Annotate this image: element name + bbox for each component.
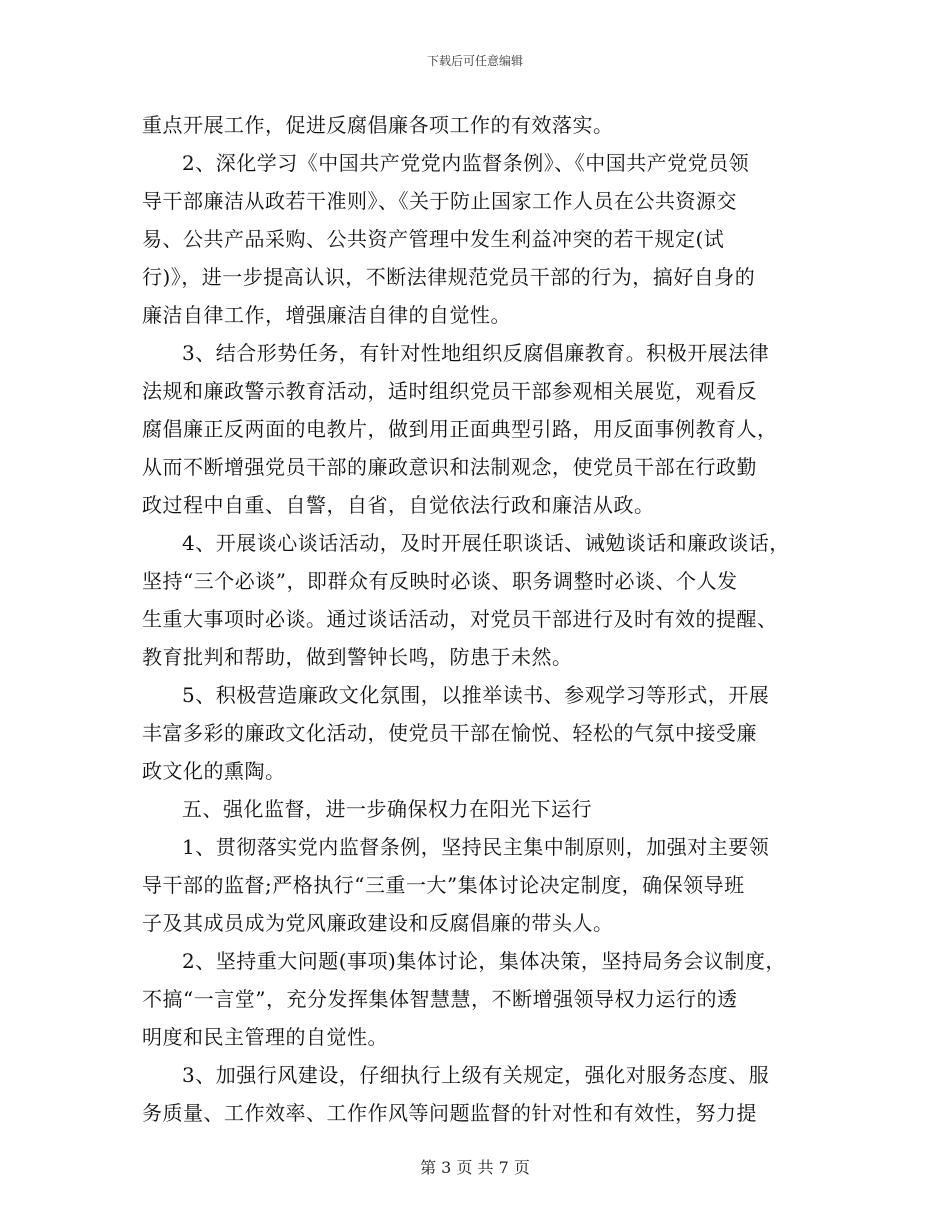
text-line: 行)》，进一步提高认识，不断法律规范党员干部的行为，搞好自身的 bbox=[142, 265, 756, 289]
text-line: 教育批判和帮助，做到警钟长鸣，防患于未然。 bbox=[142, 645, 573, 669]
text-line: 坚持“三个必谈”，即群众有反映时必谈、职务调整时必谈、个人发 bbox=[142, 569, 738, 593]
text-line: 2、深化学习《中国共产党党内监督条例》、《中国共产党党员领 bbox=[182, 151, 750, 175]
text-line: 子及其成员成为党风廉政建设和反腐倡廉的带头人。 bbox=[142, 911, 614, 935]
document-body bbox=[142, 106, 822, 1132]
text-line: 4、开展谈心谈话活动，及时开展任职谈话、诫勉谈话和廉政谈话， bbox=[182, 531, 790, 555]
text-line: 3、结合形势任务，有针对性地组织反腐倡廉教育。积极开展法律 bbox=[182, 341, 770, 365]
text-line: 政文化的熏陶。 bbox=[142, 759, 286, 783]
text-line: 务质量、工作效率、工作作风等问题监督的针对性和有效性，努力提 bbox=[142, 1101, 757, 1125]
page-footer: 第 3 页 共 7 页 bbox=[420, 1158, 530, 1177]
text-line: 政过程中自重、自警，自省，自觉依法行政和廉洁从政。 bbox=[142, 493, 655, 517]
text-line: 明度和民主管理的自觉性。 bbox=[142, 1025, 388, 1049]
text-line: 重点开展工作，促进反腐倡廉各项工作的有效落实。 bbox=[142, 113, 614, 137]
text-line: 导干部廉洁从政若干准则》、《关于防止国家工作人员在公共资源交 bbox=[142, 189, 737, 213]
text-line: 导干部的监督;严格执行“三重一大”集体讨论决定制度，确保领导班 bbox=[142, 873, 745, 897]
text-line: 腐倡廉正反两面的电教片，做到用正面典型引路，用反面事例教育人， bbox=[142, 417, 778, 441]
page-header: 下载后可任意编辑 bbox=[426, 54, 523, 68]
text-line: 不搞“一言堂”，充分发挥集体智慧慧，不断增强领导权力运行的透 bbox=[142, 987, 738, 1011]
text-line: 法规和廉政警示教育活动，适时组织党员干部参观相关展览，观看反 bbox=[142, 379, 757, 403]
text-line: 2、坚持重大问题(事项)集体讨论，集体决策，坚持局务会议制度， bbox=[182, 949, 786, 973]
text-line: 3、加强行风建设，仔细执行上级有关规定，强化对服务态度、服 bbox=[182, 1063, 770, 1087]
text-line: 易、公共产品采购、公共资产管理中发生利益冲突的若干规定(试 bbox=[142, 227, 725, 251]
text-line: 从而不断增强党员干部的廉政意识和法制观念，使党员干部在行政勤 bbox=[142, 455, 757, 479]
text-line: 廉洁自律工作，增强廉洁自律的自觉性。 bbox=[142, 303, 511, 327]
text-line: 5、积极营造廉政文化氛围，以推举读书、参观学习等形式，开展 bbox=[182, 683, 770, 707]
text-line: 1、贯彻落实党内监督条例，坚持民主集中制原则，加强对主要领 bbox=[182, 835, 770, 859]
text-line: 丰富多彩的廉政文化活动，使党员干部在愉悦、轻松的气氛中接受廉 bbox=[142, 721, 757, 745]
text-line: 生重大事项时必谈。通过谈话活动，对党员干部进行及时有效的提醒、 bbox=[142, 607, 778, 631]
text-line: 五、强化监督，进一步确保权力在阳光下运行 bbox=[182, 797, 592, 821]
